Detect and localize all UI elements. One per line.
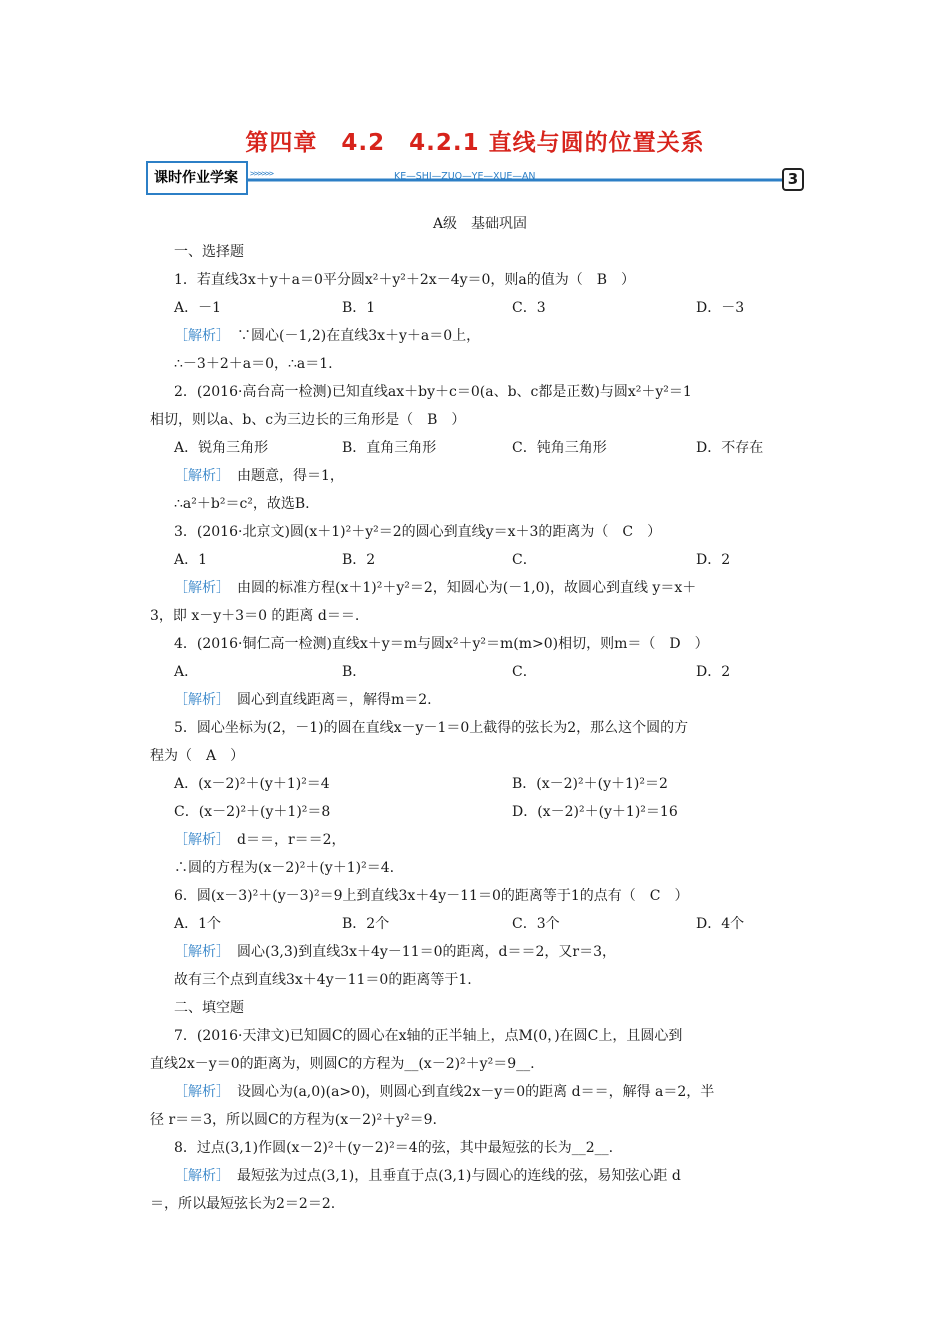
answer-option: C．3 <box>512 300 546 316</box>
answer-option: B．(x－2)²＋(y＋1)²＝2 <box>512 776 668 792</box>
answer-option: B．1 <box>342 300 376 316</box>
analysis-tag: ［解析］ <box>174 328 223 344</box>
text-line <box>150 746 244 766</box>
line-text: ∵圆心(－1,2)在直线3x＋y＋a＝0上， <box>223 328 481 344</box>
line-text: ＝，所以最短弦长为2＝2＝2. <box>150 1196 336 1212</box>
answer-option: D．4个 <box>696 916 745 932</box>
text-line <box>174 830 346 850</box>
line-text: 一、选择题 <box>174 244 244 260</box>
line-text: A级 基础巩固 <box>432 216 528 232</box>
banner-label: 课时作业学案 <box>154 170 238 186</box>
banner-chevrons: >>>>>> <box>250 169 273 178</box>
answer-option: A．1 <box>174 552 208 568</box>
text-line <box>150 914 810 934</box>
text-line <box>174 494 310 514</box>
text-line <box>174 522 661 542</box>
text-line <box>174 270 635 290</box>
text-line <box>174 382 692 402</box>
analysis-tag: ［解析］ <box>174 692 223 708</box>
text-line <box>150 802 810 822</box>
text-line <box>174 1026 682 1046</box>
text-line <box>150 1194 335 1214</box>
text-line <box>150 438 810 458</box>
banner-pinyin: KE—SHI—ZUO—YE—XUE—AN <box>394 171 536 182</box>
text-line <box>150 410 465 430</box>
text-line <box>150 1110 437 1130</box>
line-text: 最短弦为过点(3,1)，且垂直于点(3,1)与圆心的连线的弦，易知弦心距 d <box>223 1168 681 1184</box>
text-line <box>174 354 333 374</box>
answer-option: A．(x－2)²＋(y＋1)²＝4 <box>174 776 330 792</box>
answer-option: D．(x－2)²＋(y＋1)²＝16 <box>512 804 678 820</box>
analysis-tag: ［解析］ <box>174 1084 223 1100</box>
answer-option: C．(x－2)²＋(y＋1)²＝8 <box>174 804 331 820</box>
line-text: 径 r＝＝3，所以圆C的方程为(x－2)²＋y²＝9. <box>150 1112 437 1128</box>
answer-option: D．－3 <box>696 300 745 316</box>
text-line <box>174 970 472 990</box>
text-line <box>174 466 344 486</box>
line-text: 由圆的标准方程(x＋1)²＋y²＝2，知圆心为(－1,0)，故圆心到直线 y＝x＋ <box>223 580 697 596</box>
line-text: 设圆心为(a,0)(a>0)，则圆心到直线2x－y＝0的距离 d＝＝，解得 a＝2，半 <box>223 1084 715 1100</box>
analysis-tag: ［解析］ <box>174 468 223 484</box>
answer-option: A．－1 <box>174 300 222 316</box>
line-text: 相切，则以a、b、c为三边长的三角形是（ B ） <box>150 412 466 428</box>
answer-option: D．2 <box>696 664 731 680</box>
answer-option: C． <box>512 664 537 680</box>
line-text: 8．过点(3,1)作圆(x－2)²＋(y－2)²＝4的弦，其中最短弦的长为__2__. <box>174 1140 614 1156</box>
text-line <box>150 662 810 682</box>
answer-option: A．锐角三角形 <box>174 440 269 456</box>
text-line <box>174 1166 681 1186</box>
line-text: 圆心到直线距离＝，解得m＝2. <box>223 692 432 708</box>
text-line <box>174 886 688 906</box>
answer-option: D．2 <box>696 552 731 568</box>
line-text: 程为（ A ） <box>150 748 245 764</box>
line-text: 3，即 x－y＋3＝0 的距离 d＝＝. <box>150 608 360 624</box>
text-line <box>174 718 688 738</box>
text-line <box>174 578 696 598</box>
text-line <box>174 942 616 962</box>
answer-option: B．直角三角形 <box>342 440 437 456</box>
line-text: ∴a²＋b²＝c²，故选B. <box>174 496 310 512</box>
line-text: 6．圆(x－3)²＋(y－3)²＝9上到直线3x＋4y－11＝0的距离等于1的点有（ C ） <box>174 888 689 904</box>
line-text: 由题意，得＝1， <box>223 468 344 484</box>
answer-option: A． <box>174 664 199 680</box>
analysis-tag: ［解析］ <box>174 580 223 596</box>
text-line <box>174 690 432 710</box>
line-text: d＝＝，r＝＝2， <box>223 832 346 848</box>
homework-banner <box>146 160 806 196</box>
analysis-tag: ［解析］ <box>174 832 223 848</box>
line-text: 二、填空题 <box>174 1000 244 1016</box>
line-text: 圆心(3,3)到直线3x＋4y－11＝0的距离，d＝＝2，又r＝3， <box>223 944 616 960</box>
line-text: 7．(2016·天津文)已知圆C的圆心在x轴的正半轴上，点M(0，)在圆C上，且圆心到 <box>174 1028 683 1044</box>
section-heading <box>150 214 810 234</box>
text-line <box>174 1082 714 1102</box>
answer-option: C．3个 <box>512 916 560 932</box>
line-text: 1．若直线3x＋y＋a＝0平分圆x²＋y²＋2x－4y＝0，则a的值为（ B ） <box>174 272 636 288</box>
answer-option: C． <box>512 552 537 568</box>
text-line <box>150 1054 535 1074</box>
text-line <box>174 1138 613 1158</box>
analysis-tag: ［解析］ <box>174 944 223 960</box>
text-line <box>150 298 810 318</box>
text-line <box>174 326 480 346</box>
line-text: 直线2x－y＝0的距离为，则圆C的方程为__(x－2)²＋y²＝9__. <box>150 1056 535 1072</box>
line-text: ∴－3＋2＋a＝0，∴a＝1. <box>174 356 333 372</box>
text-line <box>174 634 709 654</box>
text-line <box>174 858 394 878</box>
text-line <box>150 774 810 794</box>
page-title: 第四章 4.2 4.2.1 直线与圆的位置关系 <box>245 130 705 156</box>
line-text: 2．(2016·高台高一检测)已知直线ax＋by＋c＝0(a、b、c都是正数)与圆x²＋y²＝1 <box>174 384 692 400</box>
text-line <box>150 606 359 626</box>
text-line <box>174 998 244 1018</box>
line-text: 3．(2016·北京文)圆(x＋1)²＋y²＝2的圆心到直线y＝x＋3的距离为（ C ） <box>174 524 662 540</box>
text-line <box>174 242 244 262</box>
line-text: 5．圆心坐标为(2，－1)的圆在直线x－y－1＝0上截得的弦长为2，那么这个圆的方 <box>174 720 689 736</box>
answer-option: D．不存在 <box>696 440 764 456</box>
analysis-tag: ［解析］ <box>174 1168 223 1184</box>
answer-option: B． <box>342 664 367 680</box>
answer-option: A．1个 <box>174 916 222 932</box>
line-text: 故有三个点到直线3x＋4y－11＝0的距离等于1. <box>174 972 472 988</box>
line-text: ∴圆的方程为(x－2)²＋(y＋1)²＝4. <box>174 860 395 876</box>
text-line <box>150 550 810 570</box>
lesson-number-badge: 3 <box>782 168 804 191</box>
answer-option: B．2个 <box>342 916 390 932</box>
answer-option: B．2 <box>342 552 376 568</box>
line-text: 4．(2016·铜仁高一检测)直线x＋y＝m与圆x²＋y²＝m(m>0)相切，则m＝（ D ） <box>174 636 709 652</box>
answer-option: C．钝角三角形 <box>512 440 607 456</box>
